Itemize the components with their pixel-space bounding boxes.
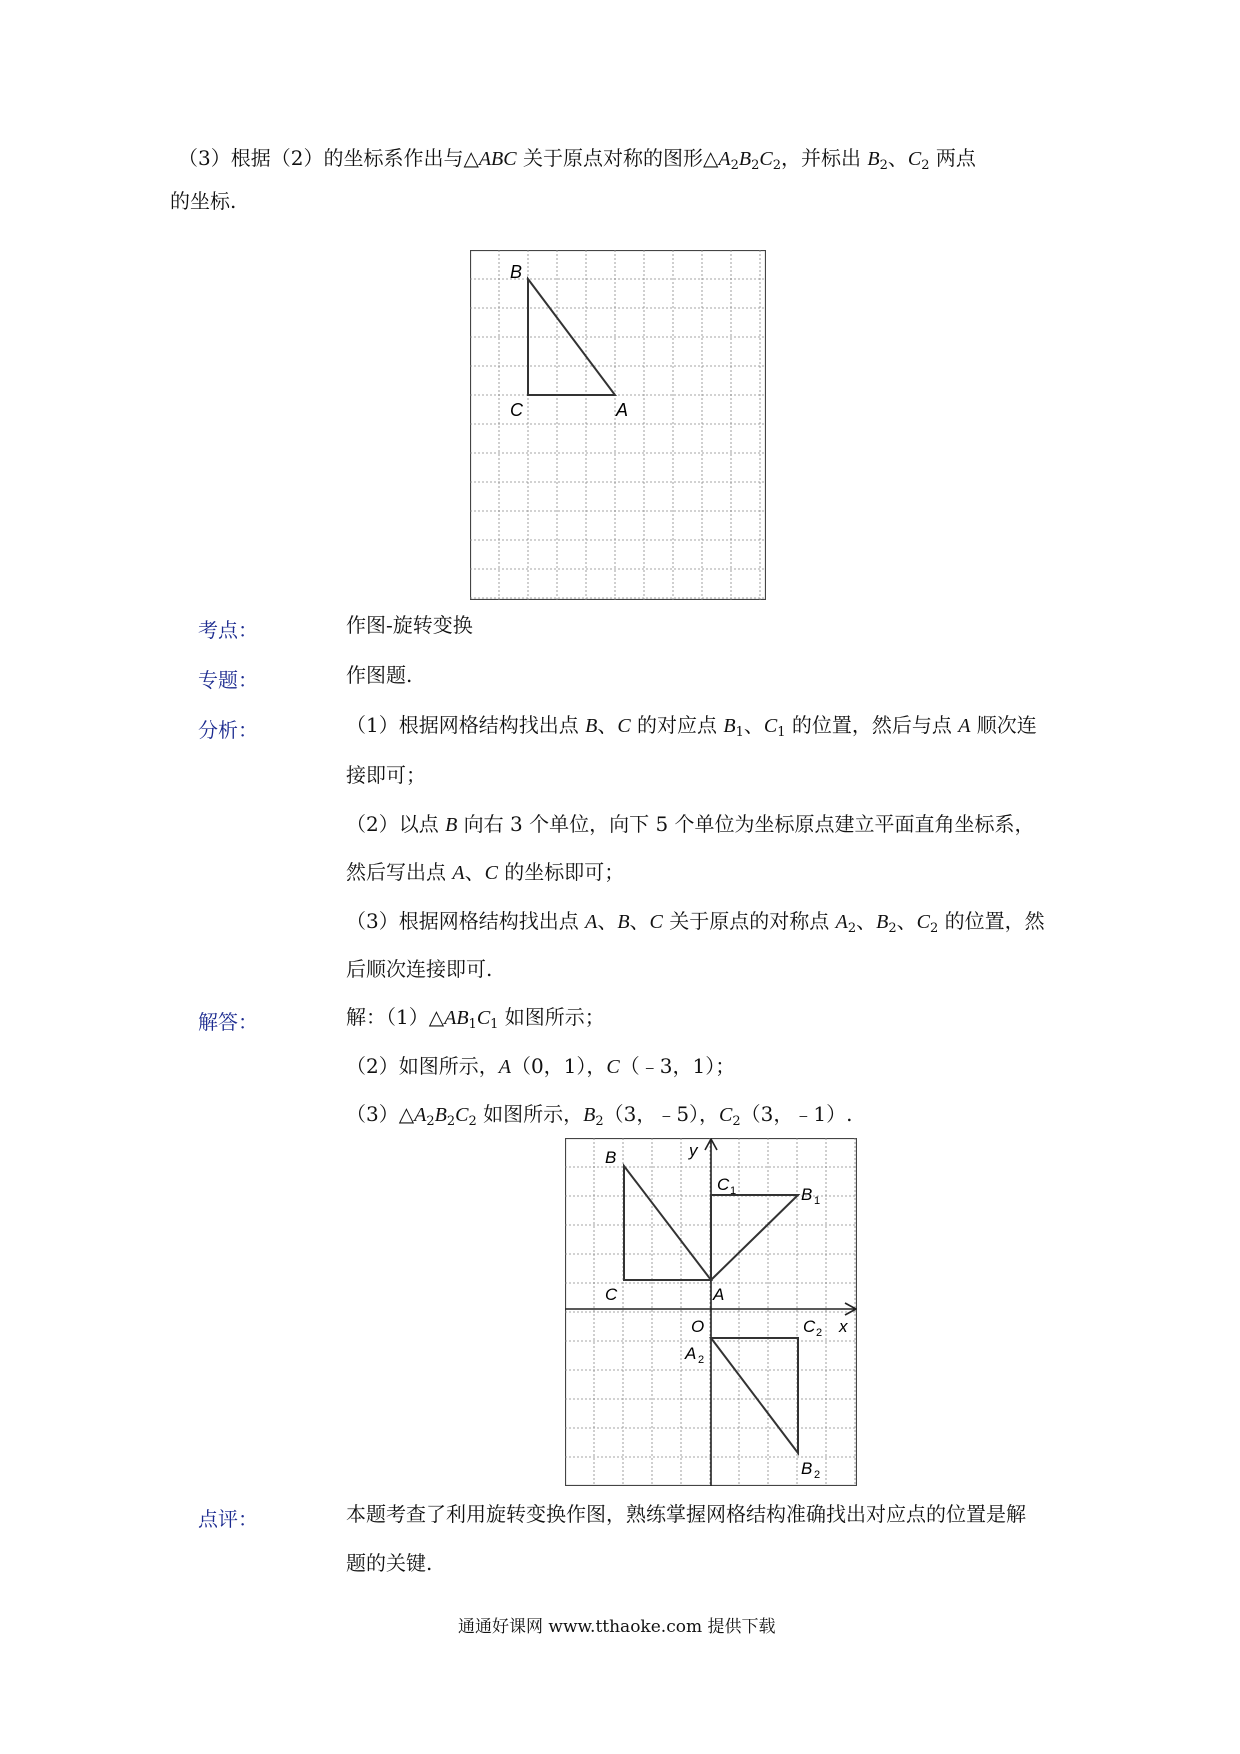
label-y: y	[689, 1141, 698, 1160]
text: （2）如图所示，	[346, 1054, 499, 1078]
label-zhuanti: 专题：	[198, 668, 258, 692]
var: B	[445, 814, 458, 836]
var: A	[452, 862, 465, 884]
label-C2-sub: 2	[816, 1327, 823, 1339]
label-fenxi: 分析：	[198, 718, 258, 742]
label-B2: B	[801, 1459, 813, 1478]
grid-lines	[470, 250, 766, 600]
sub: 2	[446, 1114, 456, 1129]
text: 、	[629, 909, 650, 933]
label-jieda: 解答：	[198, 1010, 258, 1034]
label-C: C	[510, 400, 523, 420]
label-A: A	[713, 1285, 725, 1304]
var: C	[476, 1007, 491, 1029]
text: 顺次连	[970, 713, 1037, 737]
q-sub: 2	[751, 158, 760, 173]
jieda-line-2	[346, 1051, 735, 1082]
label-B2-sub: 2	[814, 1469, 821, 1481]
text: 的坐标即可；	[497, 860, 625, 884]
label-B1-sub: 1	[814, 1195, 821, 1207]
sub: 2	[426, 1114, 435, 1129]
figure-1-grid	[470, 250, 766, 600]
label-A: A	[616, 400, 629, 420]
sub: 2	[468, 1114, 477, 1129]
var: C	[763, 715, 778, 737]
q-text: ，并标出	[781, 146, 868, 170]
q-var: C	[907, 148, 922, 170]
text: 关于原点的对称点	[662, 909, 836, 933]
text: （3）根据网格结构找出点	[346, 909, 586, 933]
label-x: x	[839, 1317, 848, 1336]
var: C	[484, 862, 498, 884]
sub: 1	[490, 1017, 499, 1032]
q-sub: 2	[772, 158, 781, 173]
var: B	[583, 1104, 596, 1126]
var: C	[916, 911, 930, 933]
text: 如图所示；	[498, 1005, 605, 1029]
sub: 2	[595, 1114, 604, 1129]
label-C1-sub: 1	[730, 1185, 737, 1197]
text: 、	[597, 909, 618, 933]
text: 、	[597, 713, 618, 737]
var: C	[606, 1056, 620, 1078]
q-text: 关于原点对称的图形△	[516, 146, 719, 170]
label-kaodian: 考点：	[198, 618, 258, 642]
q-var: C	[759, 148, 773, 170]
jieda-line-1	[346, 1002, 605, 1033]
question-line-2: 的坐标.	[170, 189, 237, 213]
jieda-line-3	[346, 1099, 852, 1130]
q-var: B	[867, 148, 880, 170]
q-var: B	[738, 148, 752, 170]
label-C1: C	[717, 1175, 730, 1194]
var: C	[719, 1104, 733, 1126]
label-B: B	[510, 262, 523, 282]
text-zhuanti: 作图题.	[346, 663, 413, 687]
sub: 2	[929, 921, 939, 936]
grid-border	[471, 251, 766, 600]
text: （1）根据网格结构找出点	[346, 713, 586, 737]
text: （3）△	[346, 1102, 415, 1126]
sub: 1	[777, 725, 786, 740]
q-sub: 2	[879, 158, 888, 173]
sub: 2	[732, 1114, 741, 1129]
label-A2: A	[685, 1344, 697, 1363]
sub: 2	[888, 921, 897, 936]
text: 、	[856, 909, 877, 933]
fenxi-line-3	[346, 809, 1035, 840]
dianping-line-2: 题的关键.	[346, 1551, 433, 1575]
figure-2-coordinate-grid	[565, 1138, 857, 1486]
var: AB	[444, 1007, 469, 1029]
label-B: B	[605, 1148, 617, 1167]
var: A	[835, 911, 848, 933]
fenxi-line-2: 接即可；	[346, 763, 426, 787]
text: 、	[743, 713, 764, 737]
var: C	[649, 911, 663, 933]
q-sub: 2	[730, 158, 739, 173]
triangle-abc	[624, 1166, 711, 1280]
text: 解：（1）△	[346, 1005, 445, 1029]
text: 的位置，然	[938, 909, 1045, 933]
fenxi-line-6: 后顺次连接即可.	[346, 957, 493, 981]
var: B	[876, 911, 889, 933]
text: （3，﹣1）.	[740, 1102, 853, 1126]
footer: 通通好课网 www.tthaoke.com 提供下载	[458, 1617, 776, 1637]
label-C2: C	[803, 1317, 816, 1336]
label-dianping: 点评：	[198, 1507, 258, 1531]
text: （0，1），	[510, 1054, 607, 1078]
var: A	[585, 911, 598, 933]
text: 向右 3 个单位，向下 5 个单位为坐标原点建立平面直角坐标系，	[457, 812, 1035, 836]
text: 、	[896, 909, 917, 933]
var: B	[585, 715, 598, 737]
var: A	[414, 1104, 427, 1126]
triangle-ab1c1	[711, 1195, 798, 1280]
text: （3，﹣5），	[603, 1102, 720, 1126]
question-line-1	[178, 143, 976, 174]
q-text: （3）根据（2）的坐标系作出与△	[178, 146, 479, 170]
q-var: A	[718, 148, 731, 170]
var: B	[617, 911, 630, 933]
dianping-line-1: 本题考查了利用旋转变换作图，熟练掌握网格结构准确找出对应点的位置是解	[346, 1502, 1026, 1526]
var: A	[498, 1056, 511, 1078]
q-var: ABC	[478, 148, 517, 170]
label-A2-sub: 2	[698, 1354, 705, 1366]
var: C	[455, 1104, 469, 1126]
text: 然后写出点	[346, 860, 453, 884]
triangle-abc	[528, 279, 615, 395]
text: 的位置，然后与点	[785, 713, 959, 737]
label-O: O	[691, 1317, 705, 1336]
var: A	[958, 715, 971, 737]
q-text: 两点	[929, 146, 976, 170]
var: B	[434, 1104, 447, 1126]
q-sub: 2	[921, 158, 930, 173]
var: C	[617, 715, 631, 737]
triangle-a2b2c2	[711, 1338, 798, 1453]
label-B1: B	[801, 1185, 813, 1204]
sub: 2	[847, 921, 857, 936]
text: 如图所示，	[476, 1102, 584, 1126]
label-C: C	[605, 1285, 618, 1304]
sub: 1	[468, 1017, 477, 1032]
text: （2）以点	[346, 812, 446, 836]
text: （﹣3，1）；	[619, 1054, 736, 1078]
text: 的对应点	[630, 713, 724, 737]
text-kaodian: 作图-旋转变换	[346, 613, 473, 637]
fenxi-line-5	[346, 906, 1045, 937]
text: 、	[464, 860, 485, 884]
var: B	[723, 715, 736, 737]
sub: 1	[735, 725, 744, 740]
q-text: 、	[887, 146, 908, 170]
fenxi-line-4	[346, 857, 624, 888]
fenxi-line-1	[346, 710, 1037, 741]
